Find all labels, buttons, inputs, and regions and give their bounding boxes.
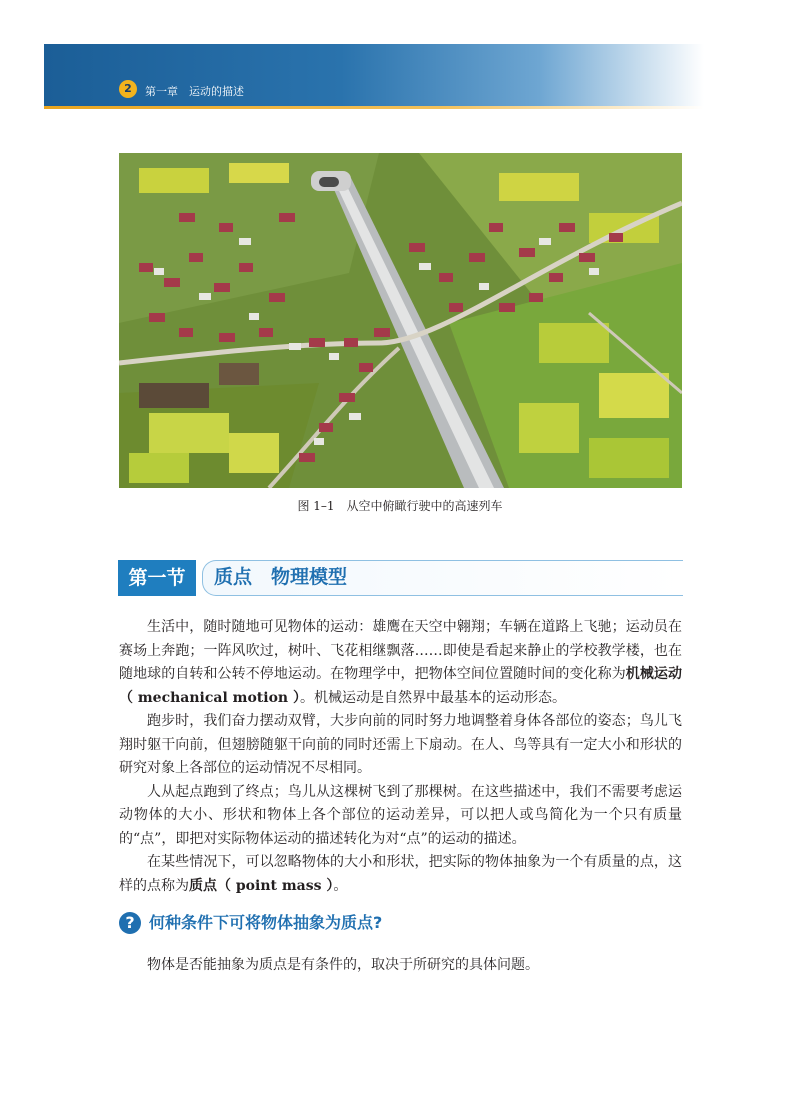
answer-paragraph: 物体是否能抽象为质点是有条件的，取决于所研究的具体问题。 <box>147 957 539 973</box>
question-icon: ? <box>119 912 141 934</box>
page-number-badge: 2 <box>119 80 137 98</box>
paragraph-running: 跑步时，我们奋力摆动双臂，大步向前的同时努力地调整着身体各部位的姿态；鸟儿飞翔时躯干向前，但翅膀随躯干向前的同时还需上下扇动。在人、鸟等具有一定大小和形状的研究对象上各部位的运动情况不尽相同。 <box>119 713 682 776</box>
header-gold-rule <box>44 106 704 109</box>
paragraph-text: 在某些情况下，可以忽略物体的大小和形状，把实际的物体抽象为一个有质量的点，这样的点称为 <box>119 854 682 894</box>
aerial-train-photo <box>119 153 682 488</box>
paragraph-mechanical-motion <box>119 616 682 710</box>
chapter-title: 运动的描述 <box>189 85 244 98</box>
answer-block <box>119 954 682 978</box>
body-text <box>119 616 682 898</box>
term-point-mass: 质点 <box>189 877 217 894</box>
paragraph-text: 。机械运动是自然界中最基本的运动形态。 <box>299 689 566 706</box>
section-number: 第一节 <box>118 560 196 596</box>
page-header-band <box>44 44 704 106</box>
term-mechanical-motion: 机械运动 <box>625 666 683 682</box>
term-en-point-mass: （ point mass ） <box>217 877 334 894</box>
chapter-label: 第一章 <box>145 85 178 98</box>
term-en-mechanical-motion: （ mechanical motion ） <box>119 689 300 706</box>
section-title: 质点 物理模型 <box>214 566 348 588</box>
paragraph-point-mass <box>119 851 682 898</box>
section-heading <box>118 560 682 596</box>
running-head <box>145 83 244 99</box>
figure-caption: 图 1–1 从空中俯瞰行驶中的高速列车 <box>297 499 503 513</box>
question-text: 何种条件下可将物体抽象为质点? <box>149 913 383 932</box>
paragraph-text: 。 <box>333 877 348 894</box>
paragraph-simplification: 人从起点跑到了终点；鸟儿从这棵树飞到了那棵树。在这些描述中，我们不需要考虑运动物体的大小、形状和物体上各个部位的运动差异，可以把人或鸟简化为一个只有质量的“点”，即把对实际物体运动的描述转化为对“点”的运动的描述。 <box>119 783 682 847</box>
paragraph-text: 生活中，随时随地可见物体的运动：雄鹰在天空中翱翔；车辆在道路上飞驰；运动员在赛场上奔跑；一阵风吹过，树叶、飞花相继飘落……即使是看起来静止的学校教学楼，也在随地球的自转和公转不停地运动。在物理学中，把物体空间位置随时间的变化称为 <box>119 619 682 682</box>
